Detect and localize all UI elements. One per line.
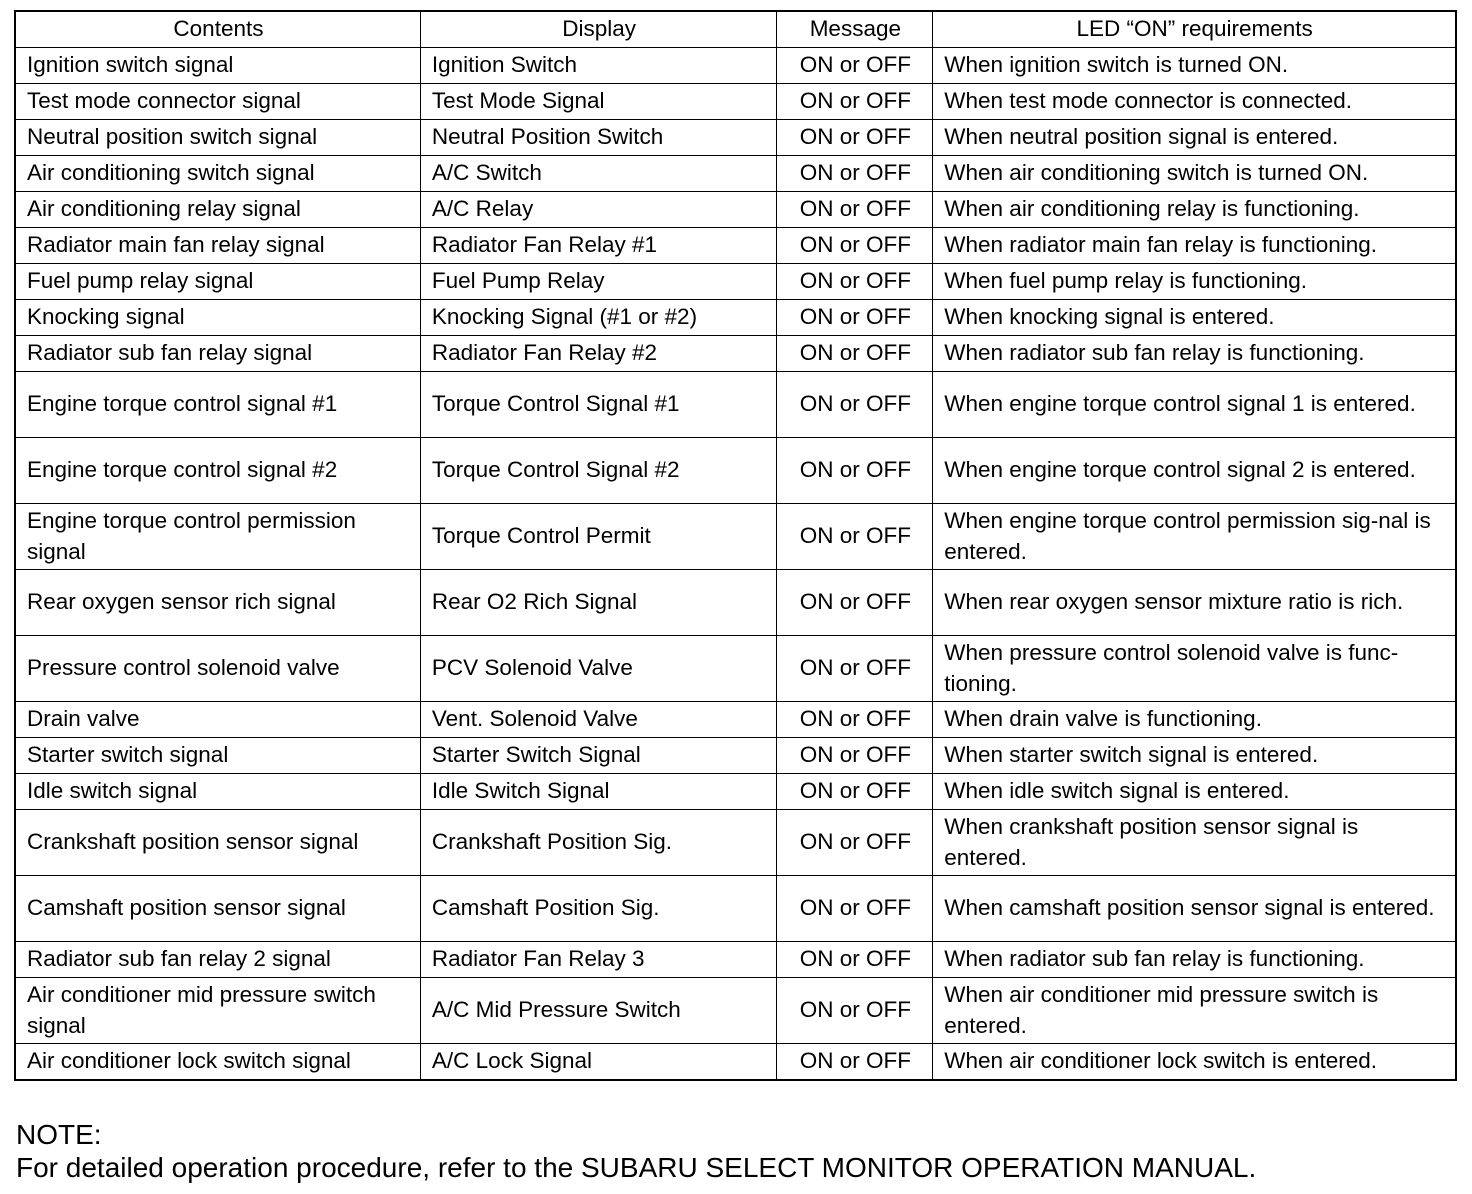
header-led-requirements: LED “ON” requirements [933, 11, 1456, 48]
cell-message: ON or OFF [777, 636, 933, 702]
cell-contents: Test mode connector signal [15, 84, 420, 120]
table-row [15, 264, 1456, 300]
cell-message: ON or OFF [777, 192, 933, 228]
cell-contents: Air conditioner mid pressure switch signal [15, 978, 420, 1044]
cell-contents: Radiator sub fan relay 2 signal [15, 942, 420, 978]
table-row [15, 372, 1456, 438]
cell-contents: Radiator main fan relay signal [15, 228, 420, 264]
cell-led-requirement: When starter switch signal is entered. [933, 738, 1456, 774]
cell-message: ON or OFF [777, 48, 933, 84]
cell-message: ON or OFF [777, 876, 933, 942]
cell-led-requirement: When drain valve is functioning. [933, 702, 1456, 738]
cell-led-requirement: When neutral position signal is entered. [933, 120, 1456, 156]
cell-contents: Knocking signal [15, 300, 420, 336]
cell-display: Neutral Position Switch [420, 120, 776, 156]
table-row [15, 738, 1456, 774]
cell-contents: Ignition switch signal [15, 48, 420, 84]
cell-message: ON or OFF [777, 738, 933, 774]
cell-display: Torque Control Permit [420, 504, 776, 570]
cell-led-requirement: When engine torque control signal 1 is entered. [933, 372, 1456, 438]
led-requirements-table [14, 10, 1457, 1081]
table-row [15, 876, 1456, 942]
cell-display: A/C Lock Signal [420, 1044, 776, 1081]
cell-message: ON or OFF [777, 774, 933, 810]
table-row [15, 120, 1456, 156]
note-text: For detailed operation procedure, refer to the SUBARU SELECT MONITOR OPERATION MANUAL. [16, 1152, 1257, 1183]
table-row [15, 1044, 1456, 1081]
cell-contents: Air conditioning relay signal [15, 192, 420, 228]
table-row [15, 84, 1456, 120]
cell-contents: Engine torque control signal #2 [15, 438, 420, 504]
cell-message: ON or OFF [777, 156, 933, 192]
note-label: NOTE: [16, 1119, 102, 1150]
cell-led-requirement: When knocking signal is entered. [933, 300, 1456, 336]
cell-message: ON or OFF [777, 84, 933, 120]
cell-message: ON or OFF [777, 120, 933, 156]
table-row [15, 702, 1456, 738]
cell-led-requirement: When radiator main fan relay is functioning. [933, 228, 1456, 264]
cell-contents: Starter switch signal [15, 738, 420, 774]
cell-display: Knocking Signal (#1 or #2) [420, 300, 776, 336]
cell-contents: Neutral position switch signal [15, 120, 420, 156]
cell-led-requirement: When camshaft position sensor signal is entered. [933, 876, 1456, 942]
table-row [15, 300, 1456, 336]
cell-led-requirement: When air conditioner mid pressure switch is entered. [933, 978, 1456, 1044]
cell-display: Camshaft Position Sig. [420, 876, 776, 942]
table-row [15, 978, 1456, 1044]
table-row [15, 810, 1456, 876]
cell-display: A/C Relay [420, 192, 776, 228]
cell-contents: Radiator sub fan relay signal [15, 336, 420, 372]
cell-contents: Engine torque control permission signal [15, 504, 420, 570]
table-row [15, 504, 1456, 570]
cell-contents: Drain valve [15, 702, 420, 738]
cell-led-requirement: When idle switch signal is entered. [933, 774, 1456, 810]
cell-message: ON or OFF [777, 1044, 933, 1081]
cell-display: Radiator Fan Relay #1 [420, 228, 776, 264]
cell-display: Ignition Switch [420, 48, 776, 84]
cell-message: ON or OFF [777, 336, 933, 372]
cell-contents: Air conditioning switch signal [15, 156, 420, 192]
cell-display: Radiator Fan Relay #2 [420, 336, 776, 372]
cell-message: ON or OFF [777, 504, 933, 570]
header-display: Display [420, 11, 776, 48]
cell-display: Test Mode Signal [420, 84, 776, 120]
table-row [15, 636, 1456, 702]
table-row [15, 942, 1456, 978]
cell-led-requirement: When engine torque control signal 2 is entered. [933, 438, 1456, 504]
cell-message: ON or OFF [777, 942, 933, 978]
cell-contents: Rear oxygen sensor rich signal [15, 570, 420, 636]
cell-message: ON or OFF [777, 570, 933, 636]
cell-contents: Idle switch signal [15, 774, 420, 810]
header-message: Message [777, 11, 933, 48]
cell-led-requirement: When fuel pump relay is functioning. [933, 264, 1456, 300]
cell-display: Fuel Pump Relay [420, 264, 776, 300]
cell-led-requirement: When rear oxygen sensor mixture ratio is rich. [933, 570, 1456, 636]
cell-display: Vent. Solenoid Valve [420, 702, 776, 738]
cell-led-requirement: When air conditioner lock switch is entered. [933, 1044, 1456, 1081]
table-row [15, 192, 1456, 228]
cell-led-requirement: When radiator sub fan relay is functioning. [933, 942, 1456, 978]
cell-led-requirement: When radiator sub fan relay is functioning. [933, 336, 1456, 372]
table-row [15, 228, 1456, 264]
cell-display: Radiator Fan Relay 3 [420, 942, 776, 978]
cell-message: ON or OFF [777, 300, 933, 336]
cell-led-requirement: When air conditioning switch is turned ON. [933, 156, 1456, 192]
cell-display: Rear O2 Rich Signal [420, 570, 776, 636]
cell-message: ON or OFF [777, 702, 933, 738]
cell-contents: Camshaft position sensor signal [15, 876, 420, 942]
cell-led-requirement: When ignition switch is turned ON. [933, 48, 1456, 84]
cell-led-requirement: When air conditioning relay is functioning. [933, 192, 1456, 228]
table-row [15, 336, 1456, 372]
table-row [15, 48, 1456, 84]
cell-led-requirement: When test mode connector is connected. [933, 84, 1456, 120]
header-row [15, 11, 1456, 48]
cell-contents: Crankshaft position sensor signal [15, 810, 420, 876]
cell-message: ON or OFF [777, 810, 933, 876]
cell-message: ON or OFF [777, 978, 933, 1044]
cell-display: Starter Switch Signal [420, 738, 776, 774]
cell-message: ON or OFF [777, 438, 933, 504]
cell-led-requirement: When engine torque control permission sig-nal is entered. [933, 504, 1456, 570]
table-row [15, 156, 1456, 192]
cell-contents: Fuel pump relay signal [15, 264, 420, 300]
cell-contents: Pressure control solenoid valve [15, 636, 420, 702]
cell-contents: Air conditioner lock switch signal [15, 1044, 420, 1081]
cell-led-requirement: When crankshaft position sensor signal is entered. [933, 810, 1456, 876]
header-contents: Contents [15, 11, 420, 48]
cell-display: PCV Solenoid Valve [420, 636, 776, 702]
cell-contents: Engine torque control signal #1 [15, 372, 420, 438]
cell-message: ON or OFF [777, 372, 933, 438]
cell-led-requirement: When pressure control solenoid valve is func-tioning. [933, 636, 1456, 702]
cell-display: Idle Switch Signal [420, 774, 776, 810]
cell-display: Crankshaft Position Sig. [420, 810, 776, 876]
cell-display: Torque Control Signal #1 [420, 372, 776, 438]
cell-message: ON or OFF [777, 228, 933, 264]
table-row [15, 774, 1456, 810]
cell-display: A/C Switch [420, 156, 776, 192]
table-row [15, 438, 1456, 504]
cell-display: Torque Control Signal #2 [420, 438, 776, 504]
cell-display: A/C Mid Pressure Switch [420, 978, 776, 1044]
cell-message: ON or OFF [777, 264, 933, 300]
table-row [15, 570, 1456, 636]
